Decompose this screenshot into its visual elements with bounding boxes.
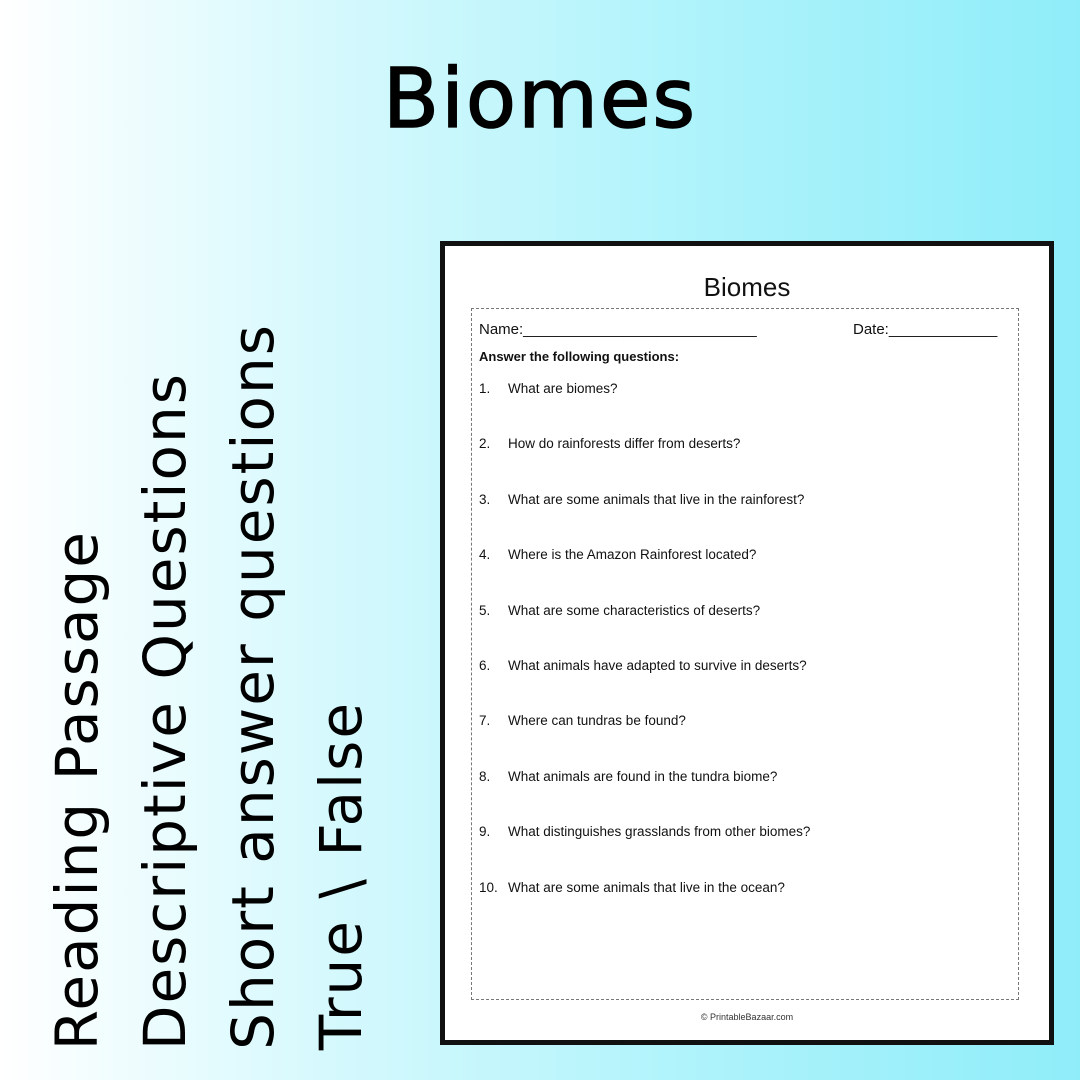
side-label-true-false: True \ False (307, 700, 375, 1050)
question-text: What animals are found in the tundra biome? (508, 768, 778, 784)
worksheet-title: Biomes (703, 272, 791, 302)
question-item (479, 769, 1009, 824)
side-label-descriptive-questions: Descriptive Questions (131, 371, 199, 1050)
question-text: What are some animals that live in the rainforest? (508, 491, 805, 507)
question-text: Where is the Amazon Rainforest located? (508, 547, 757, 563)
question-text: What are some animals that live in the ocean? (508, 879, 785, 895)
question-text: What animals have adapted to survive in deserts? (508, 657, 807, 673)
question-number: 8. (479, 768, 491, 784)
question-number: 5. (479, 602, 491, 618)
question-number: 10. (479, 879, 498, 895)
question-number: 4. (479, 547, 491, 563)
question-item (479, 658, 1009, 713)
question-item (479, 547, 1009, 602)
worksheet-question-box (471, 308, 1019, 1000)
worksheet-preview (440, 241, 1054, 1045)
question-number: 9. (479, 824, 491, 840)
question-number: 1. (479, 381, 491, 396)
question-item (479, 381, 1009, 436)
worksheet-instructions: Answer the following questions: (479, 349, 680, 364)
question-text: How do rainforests differ from deserts? (508, 436, 741, 452)
question-item (479, 436, 1009, 491)
date-field: Date:_____________ (853, 321, 998, 338)
question-item (479, 880, 1009, 935)
question-number: 7. (479, 713, 491, 729)
side-label-reading-passage: Reading Passage (43, 529, 111, 1050)
question-number: 2. (479, 436, 491, 452)
question-item (479, 713, 1009, 768)
question-item (479, 824, 1009, 879)
question-text: What are biomes? (508, 381, 618, 396)
question-item (479, 603, 1009, 658)
name-field: Name:____________________________ (479, 321, 757, 338)
question-number: 3. (479, 491, 491, 507)
side-label-short-answer-questions: Short answer questions (219, 323, 287, 1050)
page-title: Biomes (382, 52, 698, 147)
question-text: What are some characteristics of deserts? (508, 602, 761, 618)
question-item (479, 492, 1009, 547)
side-labels (40, 290, 380, 1050)
question-number: 6. (479, 657, 491, 673)
copyright-footer: © PrintableBazaar.com (700, 1012, 794, 1022)
question-text: What distinguishes grasslands from other biomes? (508, 824, 811, 840)
question-list (479, 381, 1009, 935)
question-text: Where can tundras be found? (508, 713, 686, 729)
